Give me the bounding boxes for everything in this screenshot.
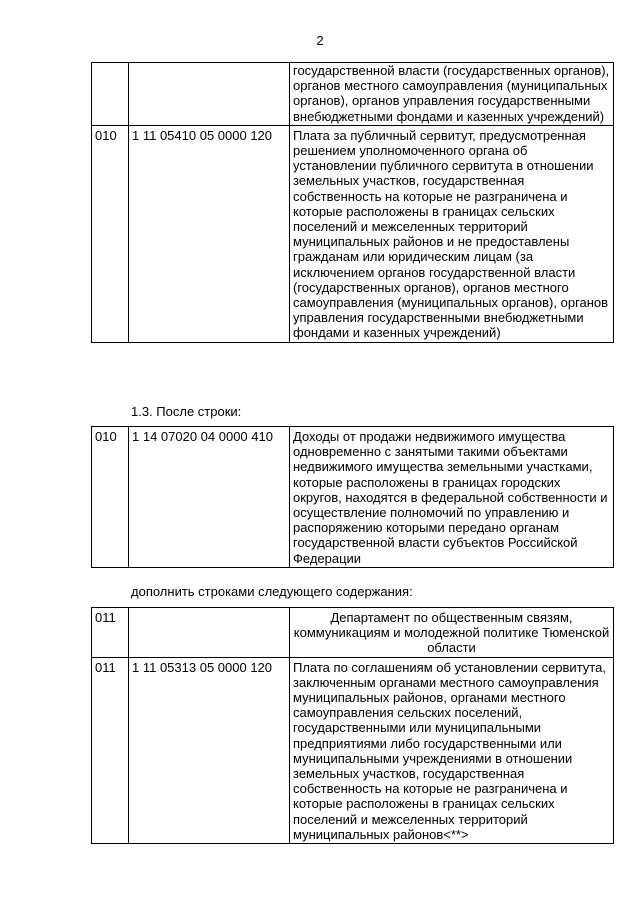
description-cell: государственной власти (государственных органов), органов местного самоуправления (муниципальных органов), органов управления государственными внебюджетными фондами и казенных учреждений) — [290, 63, 614, 126]
budget-code-cell: 1 11 05410 05 0000 120 — [129, 125, 290, 342]
revenue-codes-table-continued — [91, 62, 614, 343]
amendment-paragraph: дополнить строками следующего содержания: — [131, 584, 413, 599]
budget-code-cell: 1 11 05313 05 0000 120 — [129, 657, 290, 843]
page-number: 2 — [316, 33, 324, 48]
table-row — [92, 608, 614, 658]
table-row — [92, 657, 614, 843]
admin-code-cell: 010 — [92, 125, 129, 342]
budget-code-cell — [129, 608, 290, 658]
description-cell: Плата за публичный сервитут, предусмотренная решением уполномоченного органа об установлении публичного сервитута в отношении земельных участков, государственная собственность на которые не разграничена и которые расположены в границах сельских поселений и межселенных территорий муниципальных районов и не предоставлены гражданам или юридическим лицам (за исключением органов государственной власти (государственных органов), органов местного самоуправления (муниципальных органов), органов управления государственными внебюджетными фондами и казенных учреждений) — [290, 125, 614, 342]
table-row — [92, 427, 614, 568]
description-cell: Доходы от продажи недвижимого имущества одновременно с занятыми такими объектами недвижимого имущества земельными участками, которые расположены в границах городских округов, находятся в федеральной собственности и осуществление полномочий по управлению и распоряжению которыми передано органам государственной власти субъектов Российской Федерации — [290, 427, 614, 568]
admin-code-cell — [92, 63, 129, 126]
table-row — [92, 63, 614, 126]
admin-code-cell: 010 — [92, 427, 129, 568]
budget-code-cell — [129, 63, 290, 126]
admin-code-cell: 011 — [92, 608, 129, 658]
amendment-paragraph: 1.3. После строки: — [131, 404, 242, 419]
table-row — [92, 125, 614, 342]
department-heading-cell: Департамент по общественным связям, коммуникациям и молодежной политике Тюменской области — [290, 608, 614, 658]
budget-code-cell: 1 14 07020 04 0000 410 — [129, 427, 290, 568]
admin-code-cell: 011 — [92, 657, 129, 843]
revenue-codes-table-added-rows — [91, 607, 614, 844]
description-cell: Плата по соглашениям об установлении сервитута, заключенным органами местного самоуправления муниципальных районов, органами местного самоуправления сельских поселений, государственными или муниципальными предприятиями либо государственными или муниципальными учреждениями в отношении земельных участков, государственная собственность на которые не разграничена и которые расположены в границах сельских поселений и межселенных территорий муниципальных районов<**> — [290, 657, 614, 843]
revenue-codes-table-after-row — [91, 426, 614, 568]
